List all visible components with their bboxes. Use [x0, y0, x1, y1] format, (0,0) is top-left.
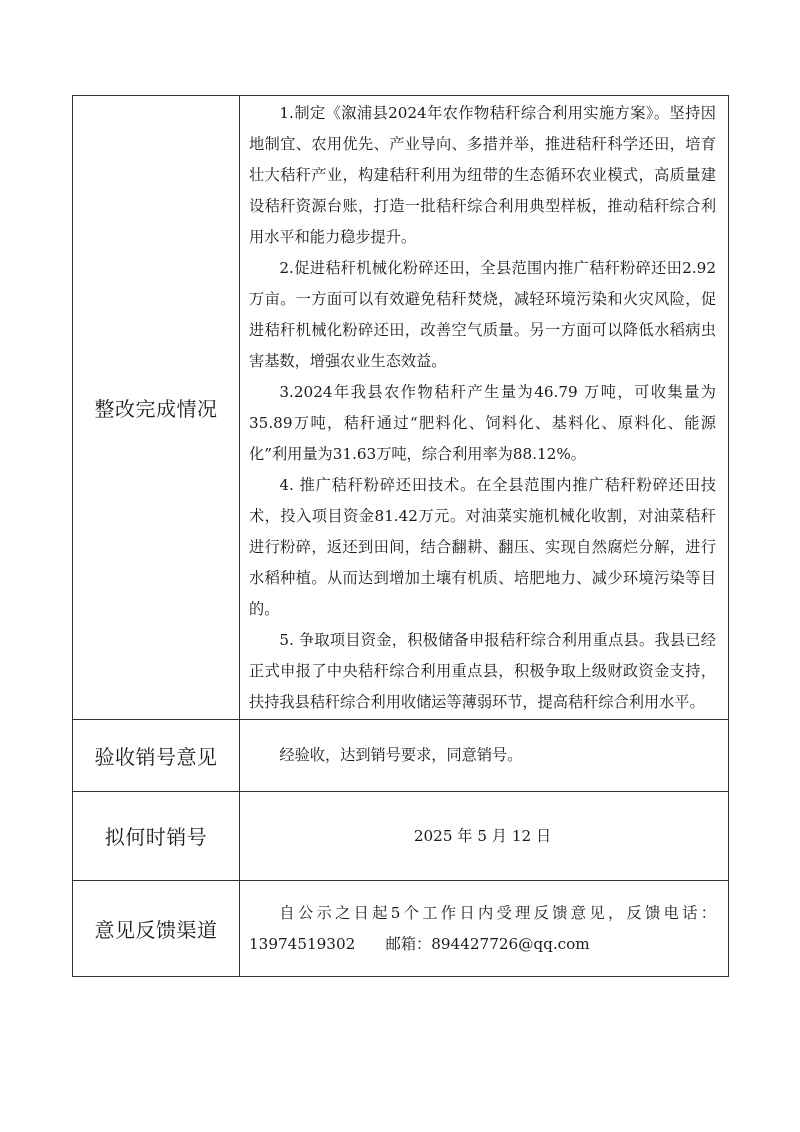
- status-content: [239, 98, 728, 719]
- feedback-label: 意见反馈渠道: [94, 918, 218, 942]
- status-paragraph-4: 4. 推广秸秆粉碎还田技术。在全县范围内推广秸秆粉碎还田技术，投入项目资金81.42万元。对油菜实施机械化收割，对油菜秸秆进行粉碎，返还到田间，结合翻耕、翻压、实现自然腐烂分解，进行水稻种植。从而达到增加土壤有机质、培肥地力、减少环境污染等目的。: [249, 476, 716, 618]
- acceptance-label: 验收销号意见: [94, 744, 218, 769]
- status-paragraph-5: 5. 争取项目资金，积极储备申报秸秆综合利用重点县。我县已经正式申报了中央秸秆综合利用重点县，积极争取上级财政资金支持，扶持我县秸秆综合利用收储运等薄弱环节，提高秸秆综合利用水平。: [249, 631, 716, 711]
- feedback-text: 自公示之日起5个工作日内受理反馈意见，反馈电话：13974519302 邮箱：894427726@qq.com: [249, 903, 716, 953]
- rectification-table: [72, 95, 729, 977]
- cancel-date-content: [239, 791, 728, 880]
- status-label: 整改完成情况: [94, 397, 218, 421]
- acceptance-content: [239, 719, 728, 791]
- acceptance-text: 经验收，达到销号要求，同意销号。: [279, 745, 523, 764]
- status-paragraph-2: 2.促进秸秆机械化粉碎还田，全县范围内推广秸秆粉碎还田2.92万亩。一方面可以有效避免秸秆焚烧，减轻环境污染和火灾风险，促进秸秆机械化粉碎还田，改善空气质量。另一方面可以降低水稻病虫害基数，增强农业生态效益。: [249, 259, 716, 370]
- feedback-content: [239, 880, 728, 977]
- cancel-date-label: 拟何时销号: [104, 825, 208, 849]
- status-paragraph-3: 3.2024年我县农作物秸秆产生量为46.79 万吨，可收集量为35.89万吨，秸秆通过“肥料化、饲料化、基料化、原料化、能源化”利用量为31.63万吨，综合利用率为88.12%。: [249, 383, 716, 463]
- status-paragraph-1: 1.制定《溆浦县2024年农作物秸秆综合利用实施方案》。坚持因地制宜、农用优先、产业导向、多措并举，推进秸秆科学还田，培育壮大秸秆产业，构建秸秆利用为纽带的生态循环农业模式，高质量建设秸秆资源台账，打造一批秸秆综合利用典型样板，推动秸秆综合利用水平和能力稳步提升。: [249, 104, 716, 246]
- cancel-date-text: 2025 年 5 月 12 日: [413, 827, 552, 845]
